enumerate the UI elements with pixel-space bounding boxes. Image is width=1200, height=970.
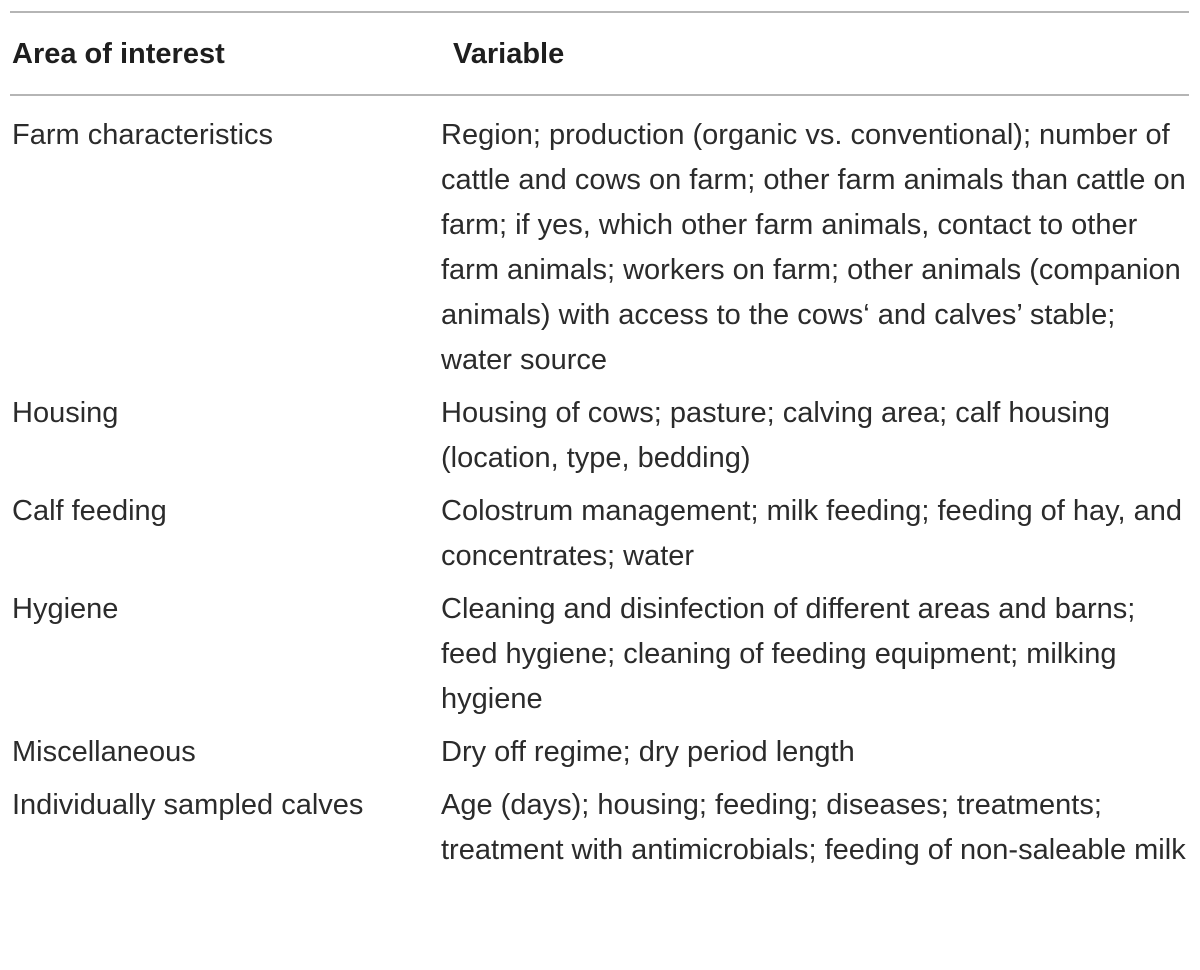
variable-cell: Region; production (organic vs. conventional); number of cattle and cows on farm; other farm animals than cattle on farm; if yes, which other farm animals, contact to other farm animals; workers on farm; other animals (companion animals) with access to the cows‘ and calves’ stable; water source (441, 119, 1186, 376)
table-body (0, 113, 1200, 881)
table-row (0, 730, 1200, 775)
table-row (0, 489, 1200, 579)
table-row (0, 391, 1200, 481)
variable-cell: Age (days); housing; feeding; diseases; treatments; treatment with antimicrobials; feeding of non-saleable milk (441, 789, 1186, 866)
area-cell: Calf feeding (12, 495, 167, 527)
table-row (0, 783, 1200, 873)
area-cell: Housing (12, 397, 119, 429)
area-cell: Individually sampled calves (12, 789, 364, 821)
header-variable: Variable (453, 38, 565, 70)
table-header-rule (10, 94, 1189, 96)
area-cell: Hygiene (12, 593, 119, 625)
area-cell: Farm characteristics (12, 119, 274, 151)
table-row (0, 587, 1200, 722)
area-cell: Miscellaneous (12, 736, 196, 768)
header-area-of-interest: Area of interest (12, 38, 225, 70)
variable-cell: Cleaning and disinfection of different areas and barns; feed hygiene; cleaning of feeding equipment; milking hygiene (441, 593, 1136, 715)
table-row (0, 113, 1200, 383)
variable-cell: Dry off regime; dry period length (441, 736, 855, 768)
variable-cell: Housing of cows; pasture; calving area; calf housing (location, type, bedding) (441, 397, 1110, 474)
table-top-rule (10, 11, 1189, 13)
variable-cell: Colostrum management; milk feeding; feeding of hay, and concentrates; water (441, 495, 1182, 572)
